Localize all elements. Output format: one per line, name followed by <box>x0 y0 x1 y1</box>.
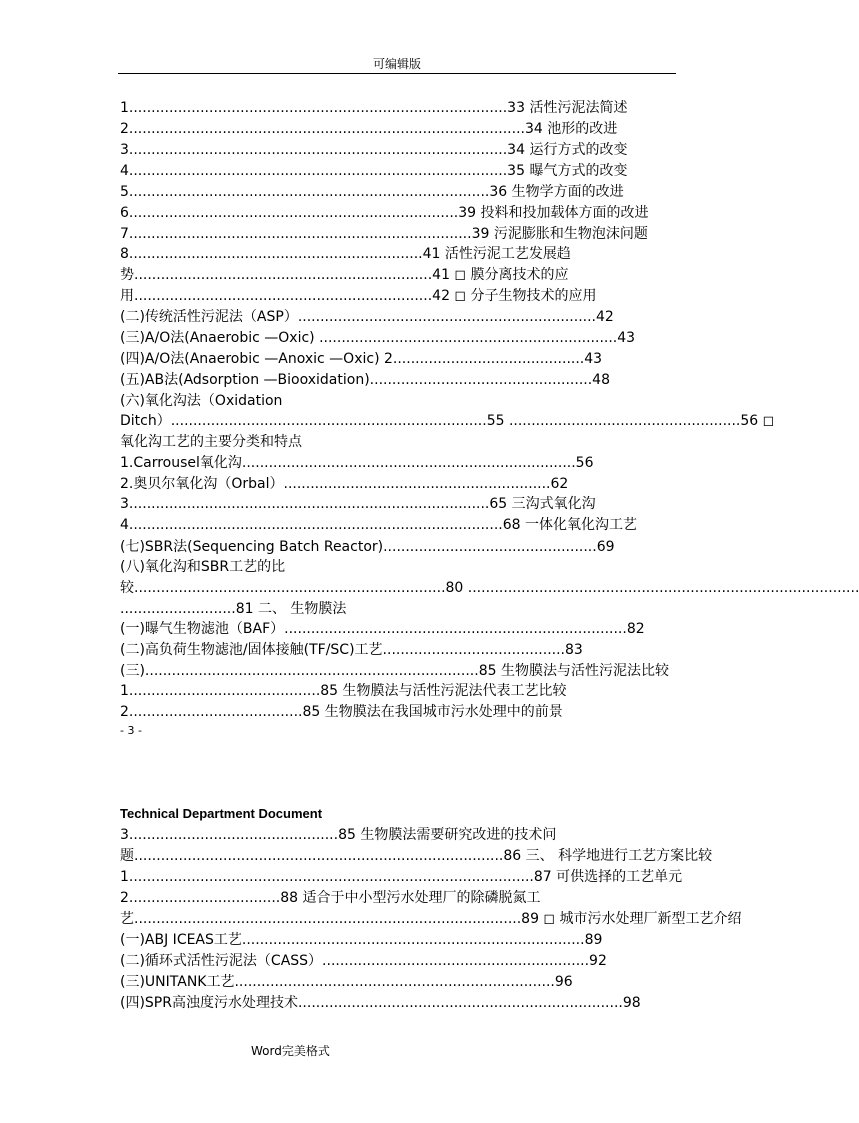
toc-line: (一)曝气生物滤池（BAF）.............................................................................82 <box>120 621 645 637</box>
toc-line: 3...............................................85 生物膜法需要研究改进的技术问 <box>120 827 557 843</box>
toc-line: 2.........................................................................................34 池形的改进 <box>120 121 618 137</box>
toc-line: 4.....................................................................................35 曝气方式的改变 <box>120 163 628 179</box>
toc-line: 题...................................................................................86 三、 科学地进行工艺方案比较 <box>120 848 713 864</box>
toc-line: 势...................................................................41 ◻ 膜分离技术的应 <box>120 267 569 283</box>
toc-line: (七)SBR法(Sequencing Batch Reactor)................................................69 <box>120 539 615 555</box>
toc-line: (六)氧化沟法（Oxidation <box>120 393 283 409</box>
toc-line: Ditch）.......................................................................55 ....................................................56 ◻ <box>120 413 775 429</box>
toc-line: 6..........................................................................39 投料和投加载体方面的改进 <box>120 205 649 221</box>
page-header-title: 可编辑版 <box>372 57 421 71</box>
page2-header: Technical Department Document <box>120 806 323 821</box>
page-number: - 3 - <box>120 724 142 737</box>
toc-line: (三)A/O法(Anaerobic —Oxic) ...................................................................43 <box>120 330 636 346</box>
toc-line: 7.............................................................................39 污泥膨胀和生物泡沫问题 <box>120 226 648 242</box>
toc-line: 用...................................................................42 ◻ 分子生物技术的应用 <box>120 288 597 304</box>
toc-line: (三)UNITANK工艺........................................................................96 <box>120 974 573 990</box>
toc-line: 艺.......................................................................................89 ◻ 城市污水处理厂新型工艺介绍 <box>120 911 742 927</box>
toc-line: (二)传统活性污泥法（ASP）...................................................................42 <box>120 309 614 325</box>
toc-line: 2.......................................85 生物膜法在我国城市污水处理中的前景 <box>120 704 563 720</box>
toc-line: 8..................................................................41 活性污泥工艺发展趋 <box>120 246 571 262</box>
toc-line: 5.................................................................................36 生物学方面的改进 <box>120 184 624 200</box>
toc-line: (一)ABJ ICEAS工艺.............................................................................89 <box>120 932 603 948</box>
toc-line: (三)...........................................................................85 生物膜法与活性污泥法比较 <box>120 663 669 679</box>
toc-line: (二)高负荷生物滤池/固体接触(TF/SC)工艺.........................................83 <box>120 642 583 658</box>
toc-line: 2.奥贝尔氧化沟（Orbal）............................................................62 <box>120 476 569 492</box>
toc-line: (四)SPR高浊度污水处理技术.........................................................................98 <box>120 995 641 1011</box>
toc-line: 3.....................................................................................34 运行方式的改变 <box>120 142 628 158</box>
toc-line: (二)循环式活性污泥法（CASS）............................................................92 <box>120 953 607 969</box>
toc-line: (四)A/O法(Anaerobic —Anoxic —Oxic) 2...........................................43 <box>120 351 603 367</box>
toc-line: 氧化沟工艺的主要分类和特点 <box>120 434 302 450</box>
toc-line: 4....................................................................................68 一体化氧化沟工艺 <box>120 517 637 533</box>
toc-line: 1...........................................................................................87 可供选择的工艺单元 <box>120 869 683 885</box>
toc-line: 3.................................................................................65 三沟式氧化沟 <box>120 496 596 512</box>
toc-line: (八)氧化沟和SBR工艺的比 <box>120 559 286 575</box>
toc-line: 1.Carrousel氧化沟...........................................................................56 <box>120 455 594 471</box>
toc-line: 1...........................................85 生物膜法与活性污泥法代表工艺比较 <box>120 683 567 699</box>
toc-line: ..........................81 二、 生物膜法 <box>120 601 347 617</box>
header-rule <box>118 73 676 74</box>
page-footer: Word完美格式 <box>251 1044 330 1058</box>
toc-line: (五)AB法(Adsorption —Biooxidation)..................................................48 <box>120 372 610 388</box>
toc-line: 较......................................................................80 ........................................................................................ <box>120 580 859 596</box>
toc-line: 1.....................................................................................33 活性污泥法简述 <box>120 100 628 116</box>
toc-line: 2..................................88 适合于中小型污水处理厂的除磷脱氮工 <box>120 890 541 906</box>
